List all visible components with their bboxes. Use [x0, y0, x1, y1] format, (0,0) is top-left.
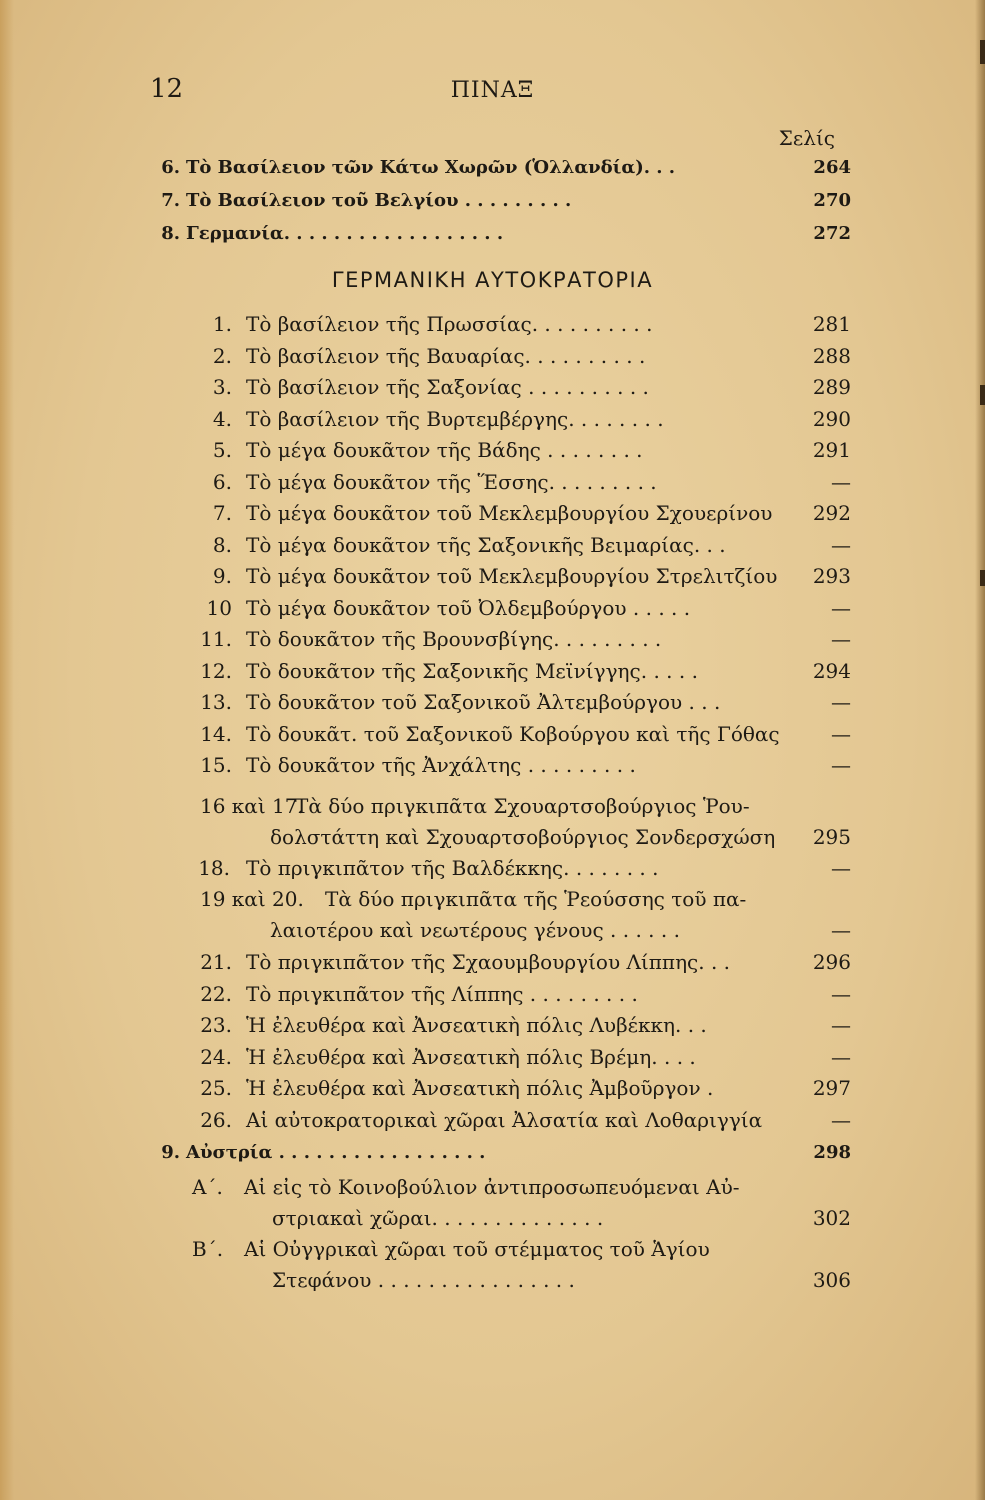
toc-entry: [0, 690, 985, 722]
section-heading: ΓΕΡΜΑΝΙΚΗ ΑΥΤΟΚΡΑΤΟΡΙΑ: [331, 268, 654, 292]
entry-text: Τὸ μέγα δουκᾶτον τοῦ Μεκλεμβουργίου Σχουερίνου: [246, 501, 773, 525]
entry-text: Αἱ Οὐγγρικαὶ χῶραι τοῦ στέμματος τοῦ Ἁγίου: [244, 1237, 710, 1261]
entry-number: 14.: [200, 721, 232, 746]
entry-page: —: [831, 721, 851, 746]
entry-number: 24.: [200, 1044, 232, 1069]
entry-text: δολστάττη καὶ Σχουαρτσοβούργιος Σονδερσχώση: [270, 825, 776, 849]
entry-page: 290: [812, 406, 851, 431]
page-number: 12: [150, 74, 184, 104]
entry-page: —: [831, 1044, 851, 1069]
toc-entry: [0, 1142, 985, 1174]
entry-page: 297: [812, 1076, 851, 1100]
entry-page: 306: [812, 1268, 851, 1292]
entry-text: Τὸ βασίλειον τῆς Σαξονίας . . . . . . . . . .: [246, 375, 649, 399]
entry-number: Β΄.: [192, 1237, 224, 1261]
entry-number: 19 καὶ 20.: [200, 887, 304, 911]
toc-entry-continuation: [0, 918, 985, 950]
entry-text: Στεφάνου . . . . . . . . . . . . . . . .: [272, 1268, 575, 1292]
entry-text: Τὸ πριγκιπᾶτον τῆς Σχαουμβουργίου Λίππης. . .: [246, 950, 731, 974]
entry-page: —: [831, 469, 851, 494]
toc-entry: [0, 344, 985, 376]
entry-text: Αὐστρία . . . . . . . . . . . . . . . . .: [186, 1142, 486, 1163]
entry-text: Αἱ αὐτοκρατορικαὶ χῶραι Ἀλσατία καὶ Λοθαριγγία: [246, 1107, 763, 1132]
toc-entry: [0, 375, 985, 407]
entry-number: 21.: [200, 950, 232, 974]
toc-entry: [0, 596, 985, 628]
entry-page: —: [831, 1013, 851, 1037]
entry-number: 7.: [212, 501, 232, 525]
entry-page: 288: [812, 343, 851, 368]
entry-page: 281: [812, 312, 851, 336]
toc-entry: [0, 722, 985, 754]
entry-number: 1.: [212, 312, 232, 336]
entry-number: 6.: [161, 157, 180, 178]
toc-entry: [0, 564, 985, 596]
entry-page: —: [831, 690, 851, 714]
entry-page: 264: [813, 157, 851, 178]
entry-number: 11.: [200, 627, 232, 651]
entry-number: 26.: [200, 1107, 232, 1132]
toc-entry: [0, 312, 985, 344]
entry-text: Ἡ ἐλευθέρα καὶ Ἀνσεατικὴ πόλις Ἀμβοῦργον .: [246, 1076, 714, 1100]
entry-text: Γερμανία. . . . . . . . . . . . . . . . . .: [186, 223, 504, 244]
toc-entry: [0, 223, 985, 255]
entry-text: λαιοτέρου καὶ νεωτέρους γένους . . . . . .: [270, 918, 680, 942]
toc-entry: [0, 157, 985, 189]
entry-text: Τὸ βασίλειον τῆς Βυρτεμβέργης. . . . . . . .: [246, 406, 664, 431]
entry-page: 292: [812, 501, 851, 525]
entry-text: Ἡ ἐλευθέρα καὶ Ἀνσεατικὴ πόλις Βρέμη. . . .: [246, 1044, 696, 1069]
entry-page: —: [831, 753, 851, 777]
entry-number: 4.: [212, 406, 232, 431]
entry-text: Τὸ δουκᾶτον τῆς Ἀνχάλτης . . . . . . . . .: [246, 753, 636, 777]
entry-text: Τὸ Βασίλειον τοῦ Βελγίου . . . . . . . . .: [186, 190, 572, 211]
entry-page: 298: [813, 1142, 851, 1163]
entry-text: Αἱ εἰς τὸ Κοινοβούλιον ἀντιπροσωπευόμεναι Αὐ-: [244, 1175, 740, 1199]
entry-page: —: [831, 1107, 851, 1132]
entry-number: 8.: [212, 532, 232, 557]
entry-text: Ἡ ἐλευθέρα καὶ Ἀνσεατικὴ πόλις Λυβέκκη. . .: [246, 1013, 707, 1037]
entry-number: 15.: [200, 753, 232, 777]
entry-page: 294: [812, 658, 851, 683]
entry-text: Τὰ δύο πριγκιπᾶτα Σχουαρτσοβούργιος Ῥου-: [295, 794, 750, 818]
toc-entry: [0, 1237, 985, 1269]
entry-text: Τὸ βασίλειον τῆς Βαυαρίας. . . . . . . . . .: [246, 343, 646, 368]
toc-entry: [0, 1076, 985, 1108]
toc-entry: [0, 950, 985, 982]
entry-page: 272: [813, 223, 851, 244]
entry-number: 13.: [200, 690, 232, 714]
toc-entry: [0, 659, 985, 691]
toc-entry-continuation: [0, 1268, 985, 1300]
toc-entry: [0, 982, 985, 1014]
entry-page: 293: [812, 564, 851, 588]
entry-number: Α΄.: [192, 1175, 223, 1199]
entry-page: 296: [812, 950, 851, 974]
entry-text: στριακαὶ χῶραι. . . . . . . . . . . . . .: [272, 1206, 604, 1230]
entry-number: 23.: [200, 1013, 232, 1037]
entry-text: Τὸ πριγκιπᾶτον τῆς Λίππης . . . . . . . . .: [246, 981, 638, 1006]
toc-entry: [0, 470, 985, 502]
page-title: ΠΙΝΑΞ: [450, 78, 535, 103]
toc-entry: [0, 753, 985, 785]
toc-entry: [0, 190, 985, 222]
edge-mark: [980, 40, 985, 64]
entry-text: Τὸ βασίλειον τῆς Πρωσσίας. . . . . . . . . .: [246, 312, 653, 336]
entry-text: Τὸ μέγα δουκᾶτον τῆς Βάδης . . . . . . . .: [246, 438, 643, 462]
entry-page: 295: [812, 825, 851, 849]
entry-number: 10: [206, 595, 232, 620]
entry-text: Τὸ μέγα δουκᾶτον τοῦ Ὀλδεμβούργου . . . . .: [246, 595, 691, 620]
toc-entry: [0, 794, 985, 826]
toc-entry-continuation: [0, 1206, 985, 1238]
entry-number: 25.: [200, 1076, 232, 1100]
entry-text: Τὸ μέγα δουκᾶτον τῆς Σαξονικῆς Βειμαρίας. . .: [246, 532, 726, 557]
toc-entry: [0, 887, 985, 919]
toc-entry-continuation: [0, 825, 985, 857]
entry-page: —: [831, 532, 851, 557]
toc-entry: [0, 1175, 985, 1207]
entry-text: Τὸ Βασίλειον τῶν Κάτω Χωρῶν (Ὁλλανδία). . .: [186, 157, 676, 178]
entry-number: 9.: [161, 1142, 180, 1163]
entry-text: Τὸ μέγα δουκᾶτον τῆς Ἕσσης. . . . . . . . .: [246, 469, 657, 494]
entry-text: Τὸ δουκᾶτον τῆς Σαξονικῆς Μεϊνίγγης. . . . .: [246, 658, 698, 683]
entry-text: Τὸ δουκᾶτον τοῦ Σαξονικοῦ Ἀλτεμβούργου . . .: [246, 690, 721, 714]
entry-page: —: [831, 595, 851, 620]
entry-text: Τὸ μέγα δουκᾶτον τοῦ Μεκλεμβουργίου Στρελιτζίου: [246, 564, 778, 588]
entry-page: —: [831, 856, 851, 880]
entry-text: Τὰ δύο πριγκιπᾶτα τῆς Ῥεούσσης τοῦ πα-: [325, 887, 747, 911]
column-label-page: Σελίς: [778, 126, 835, 150]
entry-number: 2.: [212, 343, 232, 368]
entry-page: —: [831, 918, 851, 942]
entry-page: 302: [812, 1206, 851, 1230]
entry-number: 9.: [212, 564, 232, 588]
entry-number: 6.: [212, 469, 232, 494]
entry-number: 18.: [198, 856, 230, 880]
toc-entry: [0, 533, 985, 565]
entry-text: Τὸ πριγκιπᾶτον τῆς Βαλδέκκης. . . . . . . .: [246, 856, 659, 880]
toc-entry: [0, 407, 985, 439]
toc-entry: [0, 1045, 985, 1077]
entry-page: 291: [812, 438, 851, 462]
entry-page: —: [831, 627, 851, 651]
entry-text: Τὸ δουκᾶτ. τοῦ Σαξονικοῦ Κοβούργου καὶ τῆς Γόθας: [246, 721, 780, 746]
entry-page: —: [831, 981, 851, 1006]
entry-number: 8.: [161, 223, 180, 244]
toc-entry: [0, 627, 985, 659]
entry-page: 270: [813, 190, 851, 211]
toc-entry: [0, 1013, 985, 1045]
page-header: [0, 74, 985, 114]
toc-entry: [0, 1108, 985, 1140]
entry-number: 22.: [200, 981, 232, 1006]
entry-number: 7.: [161, 190, 180, 211]
entry-number: 5.: [212, 438, 232, 462]
entry-number: 12.: [200, 658, 232, 683]
toc-entry: [0, 501, 985, 533]
entry-number: 16 καὶ 17.: [200, 794, 304, 818]
toc-entry: [0, 438, 985, 470]
entry-text: Τὸ δουκᾶτον τῆς Βρουνσβίγης. . . . . . . . .: [246, 627, 662, 651]
entry-page: 289: [812, 375, 851, 399]
entry-number: 3.: [212, 375, 232, 399]
toc-entry: [0, 856, 985, 888]
